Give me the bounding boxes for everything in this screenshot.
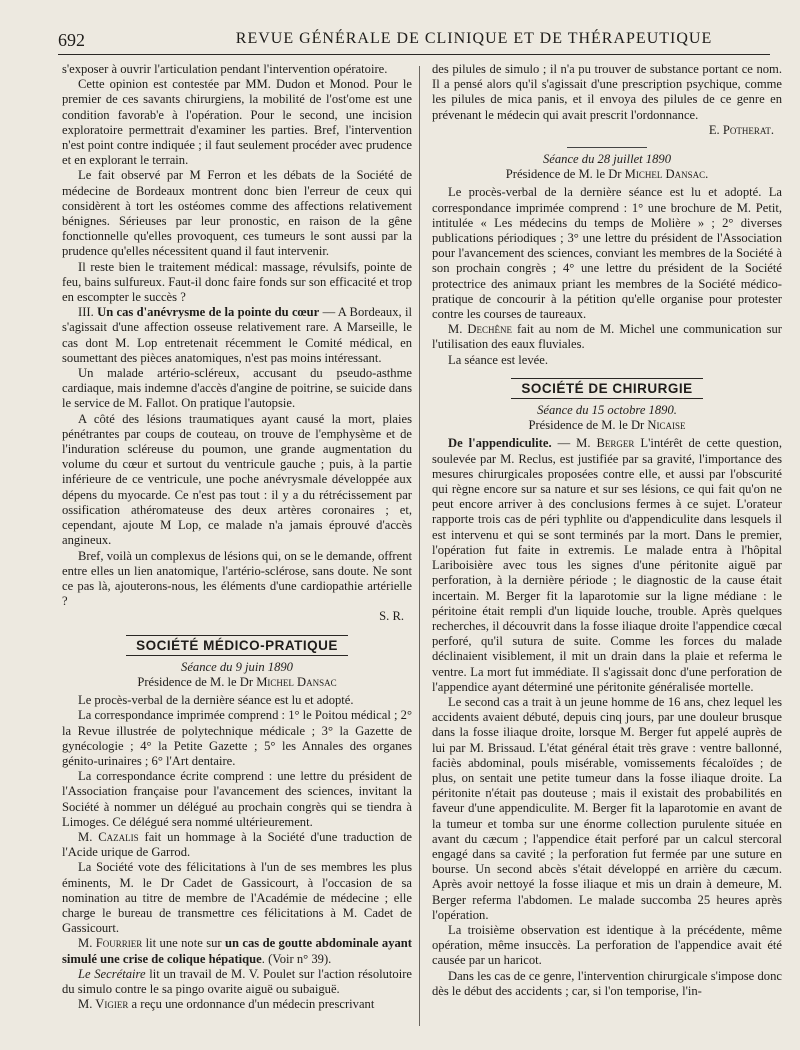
section-heading: SOCIÉTÉ MÉDICO-PRATIQUE — [62, 635, 412, 656]
presidency: Présidence de M. le Dr Nicaise — [528, 418, 686, 433]
left-column — [62, 62, 412, 1038]
paragraph: Le Secrétaire lit un travail de M. V. Poulet sur l'action résolutoire du simulo contre le sa pingo ovarite aiguë ou subaiguë. — [62, 966, 412, 996]
signature: S. R. — [379, 609, 404, 624]
separator-rule — [567, 147, 647, 148]
right-column — [432, 62, 782, 1038]
page-number: 692 — [58, 30, 85, 50]
paragraph: des pilules de simulo ; il n'a pu trouver de substance portant ce nom. Il a pensé alors qu'il s'agissait d'une prescription psychique, comme les pilules de mica panis, et il envoya des pilules de ce genre en prévenant le médecin qui avait prescrit l'ordonnance. — [432, 62, 782, 122]
paragraph: Dans les cas de ce genre, l'intervention chirurgicale s'impose donc dès le début des accidents ; car, si l'on temporise, l'in- — [432, 968, 782, 998]
paragraph: M. Dechêne fait au nom de M. Michel une communication sur l'utilisation des eaux fluviales. — [432, 322, 782, 352]
case-text: — A Bordeaux, il s'agissait d'une affection osseuse relativement rare. A Marseille, le cas dont M. Lop entretenait récemment le Comité médical, en soumettant des pièces anatomiques, n'est pas moins intéressant. — [62, 305, 412, 365]
session-date: Séance du 28 juillet 1890 — [542, 152, 671, 167]
paragraph: M. Fourrier lit une note sur un cas de goutte abdominale ayant simulé une crise de colique hépatique. (Voir n° 39). — [62, 936, 412, 966]
signature: E. Potherat. — [708, 122, 774, 137]
paragraph: La Société vote des félicitations à l'un de ses membres les plus éminents, M. le Dr Cadet de Gassicourt, à l'occasion de sa nomination au titre de membre de l'Académie de médecine ; elle charge le bureau de transmettre ces félicitations à M. Cadet de Gassicourt. — [62, 860, 412, 936]
paragraph: Le fait observé par M Ferron et les débats de la Société de médecine de Bordeaux montrent donc bien l'erreur de ceux qui considèrent à tort les ostéomes comme des affections relativement bénignes. Sérieuses par leur pronostic, en raison de la gêne fonctionnelle qu'elles provoquent, ces tumeurs le sont aussi par la prudence qu'elles nécessitent quand il faut intervenir. — [62, 168, 412, 259]
paragraph: Bref, voilà un complexus de lésions qui, on se le demande, offrent entre elles un lien anatomique, l'artério-sclérose, sans doute. Ne sont ce pas là, ajouterons-nous, les éléments d'une cardiopathie artérielle ? — [62, 548, 412, 609]
paragraph: M. Cazalis fait un hommage à la Société d'une traduction de l'Acide urique de Garrod. — [62, 829, 412, 860]
session-date: Séance du 9 juin 1890 — [181, 659, 293, 674]
paragraph: La correspondance écrite comprend : une lettre du président de l'Association française pour l'avancement des sciences, invitant la Société à nommer un délégué au prochain congrès qui se tiendra à Limoges. Ce délégué sera nommé ultérieurement. — [62, 769, 412, 829]
presidency: Présidence de M. le Dr Michel Dansac. — [505, 167, 709, 182]
case-title: Un cas d'anévrysme de la pointe du cœur — [97, 305, 320, 320]
paragraph: Cette opinion est contestée par MM. Dudon et Monod. Pour le premier de ces savants chirurgiens, la mobilité de l'ost'ome est une condition favorab'e à l'opération. Pour le second, une incision exploratoire permettrait d'examiner les parties. Bref, l'intervention n'est point contre indiquée ; il faut seulement procéder avec prudence et en explorant le terrain. — [62, 77, 412, 168]
paragraph: Le second cas a trait à un jeune homme de 16 ans, chez lequel les accidents avaient débuté, depuis cinq jours, par une douleur brusque dans la fosse iliaque droite, lorsque M. Berger fut appelé auprès de lui par M. Brissaud. L'état général était très grave : ventre ballonné, faciès abdominal, pouls misérable, vomissements fécaloïdes ; de plus, on sentait une petite tumeur dans la fosse iliaque droite. La péritonite n'était pas douteuse ; mais il existait des probabilités en faveur d'une appendiculite. M. Berger fit la laparotomie en avant de la tumeur et tomba sur une énorme collection purulente située en avant du cæcum ; l'appendice était perforé par un calcul stercoral engagé dans sa cavité ; la perforation fut fermée par une suture en bourse. Un second abcès s'était développé en arrière du cæcum. Après avoir nettoyé la fosse iliaque et mis un drain à demeure, M. Berger referma l'abdomen. Le malade succomba 25 heures après l'opération. — [432, 694, 782, 922]
section-heading: SOCIÉTÉ DE CHIRURGIE — [432, 378, 782, 399]
paragraph: s'exposer à ouvrir l'articulation pendant l'intervention opératoire. — [62, 62, 388, 76]
session-date: Séance du 15 octobre 1890. — [537, 403, 677, 418]
presidency: Présidence de M. le Dr Michel Dansac — [137, 674, 337, 689]
paragraph: Un malade artério-scléreux, accusant du pseudo-asthme cardiaque, mais indemne d'accès d'angine de poitrine, se suicide dans le service de M. Fallot. On pratique l'autopsie. — [62, 366, 412, 411]
paragraph: Il reste bien le traitement médical: massage, révulsifs, pointe de feu, bains sulfureux. Faut-il donc faire fonds sur son efficacité et trop en escompter le succès ? — [62, 259, 412, 305]
paragraph: A côté des lésions traumatiques ayant causé la mort, plaies pénétrantes par coups de couteau, on trouve de l'emphysème et de l'induration scléreuse du poumon, une grande augmentation du volume du cœur et surtout du ventricule gauche ; puis, à la partie inférieure de ce ventricule, une poche anévrysmale développée aux dépens du myocarde. Ce n'est pas tout : il y a du rétrécissement par ossification athéromateuse des deux artères coronaires ; et, cependant, ajoute M Lop, ce malade n'a jamais éprouvé d'accès angineux. — [62, 411, 412, 548]
paragraph: La séance est levée. — [448, 352, 548, 367]
paragraph: M. Vigier a reçu une ordonnance d'un médecin prescrivant — [78, 997, 375, 1012]
section-number: III. — [78, 305, 94, 320]
page-header — [58, 28, 770, 55]
paragraph: Le procès-verbal de la dernière séance est lu et adopté. La correspondance imprimée comprend : 1° une brochure de M. Petit, intitulée « Les médecins du temps de Molière » ; 2° diverses publications périodiques ; 3° une lettre du président de l'Association pour l'avancement des sciences, conviant les membres de la Société à son prochain congrès ; 4° une lettre du président de la Société protectrice des animaux priant les membres de la Société médico-pratique de concourir à la pétition qu'elle organise pour protester contre les courses de taureaux. — [432, 185, 782, 322]
column-divider — [419, 66, 420, 1026]
paragraph: La troisième observation est identique à la précédente, même opération, même insuccès. La perforation de l'appendice avait été causée par un haricot. — [432, 922, 782, 968]
paragraph: La correspondance imprimée comprend : 1° le Poitou médical ; 2° la Revue illustrée de polytechnique médicale ; 3° la Gazette de gynécologie ; 4° la Petite Gazette ; 5° les Annales des organes génito-urinaires ; 6° l'Art dentaire. — [62, 708, 412, 768]
paragraph: De l'appendiculite. — M. Berger L'intérêt de cette question, soulevée par M. Reclus, est justifiée par sa gravité, l'importance des mesures chirurgicales proposées contre elle, et aussi par l'obscurité qui règne encore sur sa nature et sur ses lésions, ce qui fait qu'on ne peut encore arriver à des conclusions fermes à ce sujet. L'orateur rapporte trois cas de péri typhlite ou d'appendiculite dans lesquels il est intervenu et qui se sont terminés par la mort. Dans le premier, l'opération fut faite in extremis. Le malade entra à l'hôpital Lariboisière avec tous les signes d'une péritonite aiguë par perforation, à la dernière période ; le diagnostic de la cause était incertain. M. Berger fit la laparotomie sur la ligne médiane : le péritoine était rempli d'un liquide louche, trouble. Après quelques recherches, il découvrit dans la fosse iliaque droite l'appendice cœcal perforé, qu'il sutura de suite. Comme les forces du malade déclinaient visiblement, il mit un drain dans la plaie et referma le ventre. La mort fut immédiate. Il s'agissait donc d'une perforation de l'appendice ayant déterminé une péritonite généralisée mortelle. — [432, 436, 782, 694]
running-title: REVUE GÉNÉRALE DE CLINIQUE ET DE THÉRAPEUTIQUE — [235, 30, 713, 47]
paragraph-anevrysme — [62, 305, 412, 366]
paragraph: Le procès-verbal de la dernière séance est lu et adopté. — [78, 693, 354, 708]
